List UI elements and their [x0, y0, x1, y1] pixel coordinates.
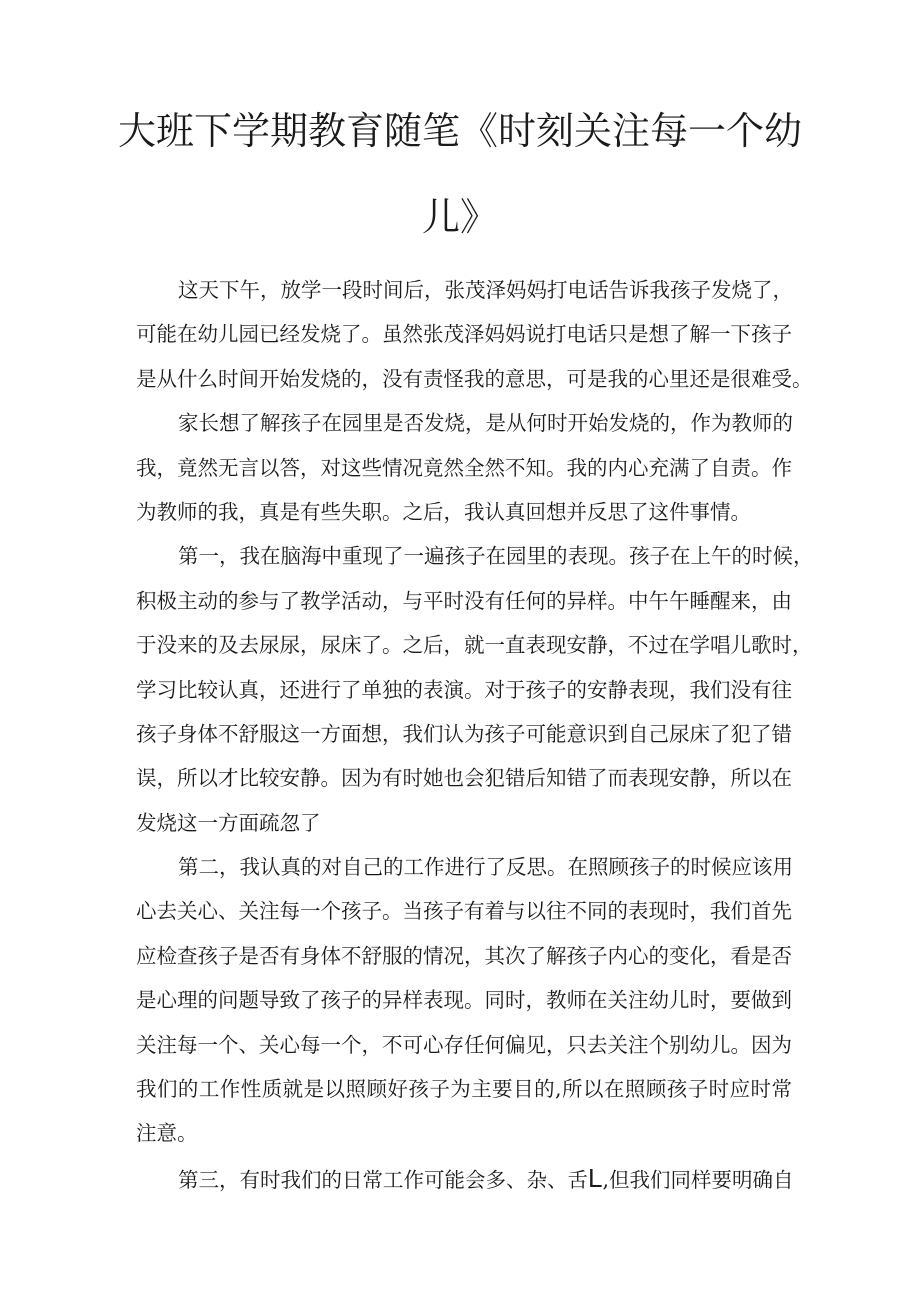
paragraph-5-stray-glyph: L	[588, 1162, 603, 1193]
paragraph-4-line: 心去关心、关注每一个孩子。当孩子有着与以往不同的表现时，我们首先	[136, 899, 792, 924]
paragraph-3-line: 误，所以才比较安静。因为有时她也会犯错后知错了而表现安静，所以在	[136, 766, 792, 791]
paragraph-2-line: 我，竟然无言以答，对这些情况竟然全然不知。我的内心充满了自责。作	[136, 455, 792, 480]
paragraph-5-text-start: 第三，有时我们的日常工作可能会多、杂、舌	[178, 1167, 588, 1192]
paragraph-4-line: 应检查孩子是否有身体不舒服的情况，其次了解孩子内心的变化，看是否	[136, 943, 792, 968]
document-title-line-2: 儿》	[421, 195, 498, 239]
paragraph-5-line	[136, 1156, 792, 1200]
document-title-line-1: 大班下学期教育随笔《时刻关注每一个幼	[117, 109, 802, 153]
paragraph-1-line: 是从什么时间开始发烧的，没有责怪我的意思，可是我的心里还是很难受。	[136, 366, 813, 391]
paragraph-3-line: 于没来的及去尿尿，尿床了。之后，就一直表现安静，不过在学唱儿歌时，	[136, 633, 813, 658]
paragraph-2-line: 为教师的我，真是有些失职。之后，我认真回想并反思了这件事情。	[136, 499, 751, 524]
paragraph-3-line: 积极主动的参与了教学活动，与平时没有任何的异样。中午午睡醒来，由	[136, 588, 792, 613]
paragraph-4-line: 第二，我认真的对自己的工作进行了反思。在照顾孩子的时候应该用	[178, 855, 793, 880]
paragraph-1-line: 可能在幼儿园已经发烧了。虽然张茂泽妈妈说打电话只是想了解一下孩子	[136, 322, 792, 347]
document-body	[136, 268, 814, 1200]
paragraph-3-line: 学习比较认真，还进行了单独的表演。对于孩子的安静表现，我们没有往	[136, 677, 792, 702]
paragraph-3-line: 第一，我在脑海中重现了一遍孩子在园里的表现。孩子在上午的时候，	[178, 544, 814, 569]
paragraph-4-line: 关注每一个、关心每一个，不可心存任何偏见，只去关注个别幼儿。因为	[136, 1032, 792, 1057]
paragraph-1-line: 这天下午，放学一段时间后，张茂泽妈妈打电话告诉我孩子发烧了，	[178, 278, 793, 302]
paragraph-2-line: 家长想了解孩子在园里是否发烧，是从何时开始发烧的，作为教师的	[178, 411, 793, 436]
paragraph-4-line: 是心理的问题导致了孩子的异样表现。同时，教师在关注幼儿时，要做到	[136, 988, 792, 1013]
paragraph-5-text-end: ,但我们同样要明确自	[602, 1167, 794, 1192]
paragraph-4-line: 注意。	[136, 1121, 198, 1146]
paragraph-3-line: 孩子身体不舒服这一方面想，我们认为孩子可能意识到自己尿床了犯了错	[136, 721, 792, 746]
paragraph-3-line: 发烧这一方面疏忽了	[136, 810, 321, 835]
paragraph-4-line: 我们的工作性质就是以照顾好孩子为主要目的,所以在照顾孩子时应时常	[136, 1077, 792, 1102]
